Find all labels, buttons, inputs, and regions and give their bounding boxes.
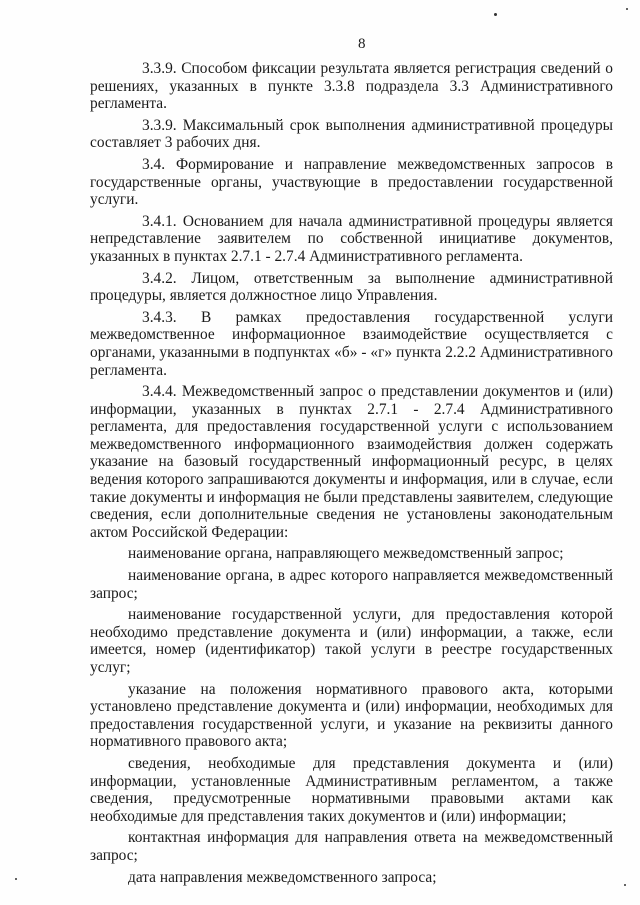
paragraph-3-4-1: 3.4.1. Основанием для начала административной процедуры является непредставление заявителем по собственной инициативе документов, указанных в пунктах 2.7.1 - 2.7.4 Административного регламента. (90, 212, 613, 265)
list-item: наименование органа, направляющего межведомственный запрос; (128, 545, 564, 563)
paragraph-3-4-2: 3.4.2. Лицом, ответственным за выполнение административной процедуры, является должностное лицо Управления. (90, 269, 613, 305)
page-number: 8 (358, 36, 366, 52)
paragraph-3-4-4: 3.4.4. Межведомственный запрос о представлении документов и (или) информации, указанных в пунктах 2.7.1 - 2.7.4 Административного регламента, для предоставления государственной услуги с использованием межведомственного информационного взаимодействия должен содержать указание на базовый государственный информационный ресурс, в целях ведения которого запрашиваются документы и информация, или в случае, если такие документы и информация не были представлены заявителем, следующие сведения, если дополнительные сведения не установлены законодательным актом Российской Федерации: (90, 383, 613, 541)
list-item: дата направления межведомственного запроса; (128, 868, 437, 886)
document-body (90, 60, 613, 890)
paragraph-3-4-3: 3.4.3. В рамках предоставления государственной услуги межведомственное информационное взаимодействие осуществляется с органами, указанными в подпунктах «б» - «г» пункта 2.2.2 Административного регламента. (90, 308, 613, 379)
list-item: наименование государственной услуги, для предоставления которой необходимо представление документа и (или) информации, а также, если имеется, номер (идентификатор) такой услуги в реестре государственных услуг; (90, 606, 613, 676)
scan-speck (626, 8, 628, 10)
list-item: наименование органа, в адрес которого направляется межведомственный запрос; (90, 567, 613, 602)
list-item: контактная информация для направления ответа на межведомственный запрос; (90, 829, 613, 864)
scan-speck (624, 884, 626, 886)
paragraph-3-3-9-fixation: 3.3.9. Способом фиксации результата является регистрация сведений о решениях, указанных в пункте 3.3.8 подраздела 3.3 Административного регламента. (90, 60, 613, 113)
scan-speck (15, 878, 17, 880)
list-item: сведения, необходимые для представления документа и (или) информации, установленные Административным регламентом, а также сведения, предусмотренные нормативными правовыми актами как необходимые для представления таких документов и (или) информации; (90, 754, 613, 825)
paragraph-3-4-heading: 3.4. Формирование и направление межведомственных запросов в государственные органы, участвующие в предоставлении государственной услуги. (90, 155, 613, 209)
paragraph-3-3-9-duration: 3.3.9. Максимальный срок выполнения административной процедуры составляет 3 рабочих дня. (90, 116, 613, 152)
list-item: указание на положения нормативного правового акта, которыми установлено представление документа и (или) информации, необходимых для предоставления государственной услуги, и указание на реквизиты данного нормативного правового акта; (90, 680, 613, 751)
scan-speck (494, 13, 497, 16)
